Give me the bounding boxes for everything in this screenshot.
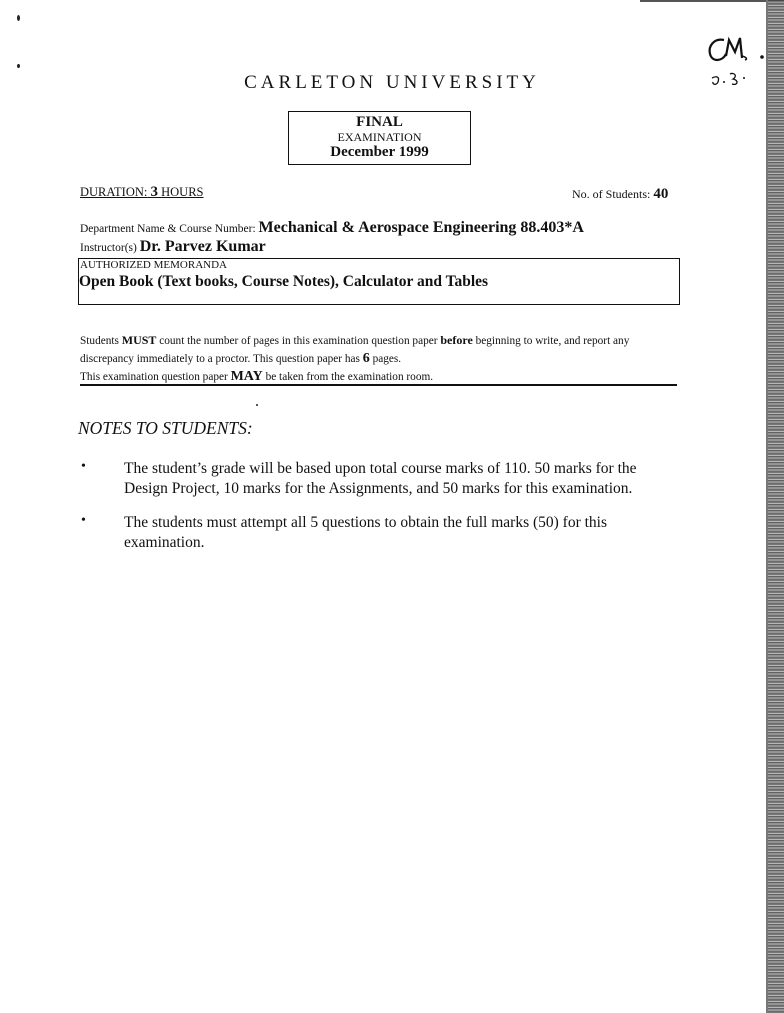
before-emphasis: before: [440, 333, 473, 347]
dept-label: Department Name & Course Number:: [80, 223, 256, 235]
duration-line: [80, 184, 203, 201]
memoranda-label: AUTHORIZED MEMORANDA: [80, 259, 227, 271]
note-item: The student’s grade will be based upon total course marks of 110. 50 marks for the Design Project, 10 marks for the Assignments, and 50 marks for this examination.: [124, 460, 637, 497]
instructor-line: [80, 238, 266, 256]
scan-right-edge: [768, 0, 784, 1013]
instructor-label: Instructor(s): [80, 242, 137, 254]
instructions-paragraph: [80, 331, 680, 386]
exam-date: December 1999: [330, 143, 429, 160]
instructions-text: count the number of pages in this examination question paper: [156, 335, 441, 347]
notes-heading: NOTES TO STUDENTS:: [78, 418, 253, 438]
exam-type-box: [288, 111, 471, 165]
scan-top-edge: [640, 0, 784, 2]
bullet-icon: •: [81, 459, 86, 474]
exam-final-label: FINAL: [356, 114, 403, 130]
note-item: The students must attempt all 5 questions to obtain the full marks (50) for this examination.: [124, 514, 608, 551]
students-label: No. of Students:: [572, 187, 651, 201]
department-line: [80, 219, 584, 237]
instructor-value: Dr. Parvez Kumar: [139, 238, 266, 255]
duration-label: DURATION:: [80, 185, 148, 199]
instructions-line-1: [80, 331, 680, 368]
dept-value: Mechanical & Aerospace Engineering 88.403*A: [258, 219, 584, 236]
scan-speck: [17, 15, 20, 21]
memoranda-text: Open Book (Text books, Course Notes), Calculator and Tables: [79, 273, 489, 290]
duration-unit: HOURS: [161, 185, 204, 199]
duration-value: 3: [150, 184, 158, 200]
page-count: 6: [362, 351, 370, 366]
students-value: 40: [653, 186, 669, 202]
may-emphasis: MAY: [230, 369, 263, 384]
instructions-text: pages.: [369, 353, 402, 365]
instructions-text: beginning to write, and report any discrepancy immediately to a proctor. This question paper has: [80, 335, 630, 365]
exam-examination-label: EXAMINATION: [337, 129, 422, 144]
memoranda-box: [78, 258, 680, 305]
instructions-text: This examination question paper: [80, 371, 231, 383]
bullet-icon: •: [81, 513, 86, 528]
university-title: CARLETON UNIVERSITY: [244, 72, 540, 93]
must-emphasis: MUST: [121, 333, 157, 347]
scan-speck: [17, 64, 20, 68]
scan-speck: [256, 404, 258, 406]
student-count: [572, 186, 668, 203]
section-divider: [80, 384, 677, 386]
instructions-text: be taken from the examination room.: [262, 371, 434, 383]
instructions-text: Students: [80, 335, 122, 347]
